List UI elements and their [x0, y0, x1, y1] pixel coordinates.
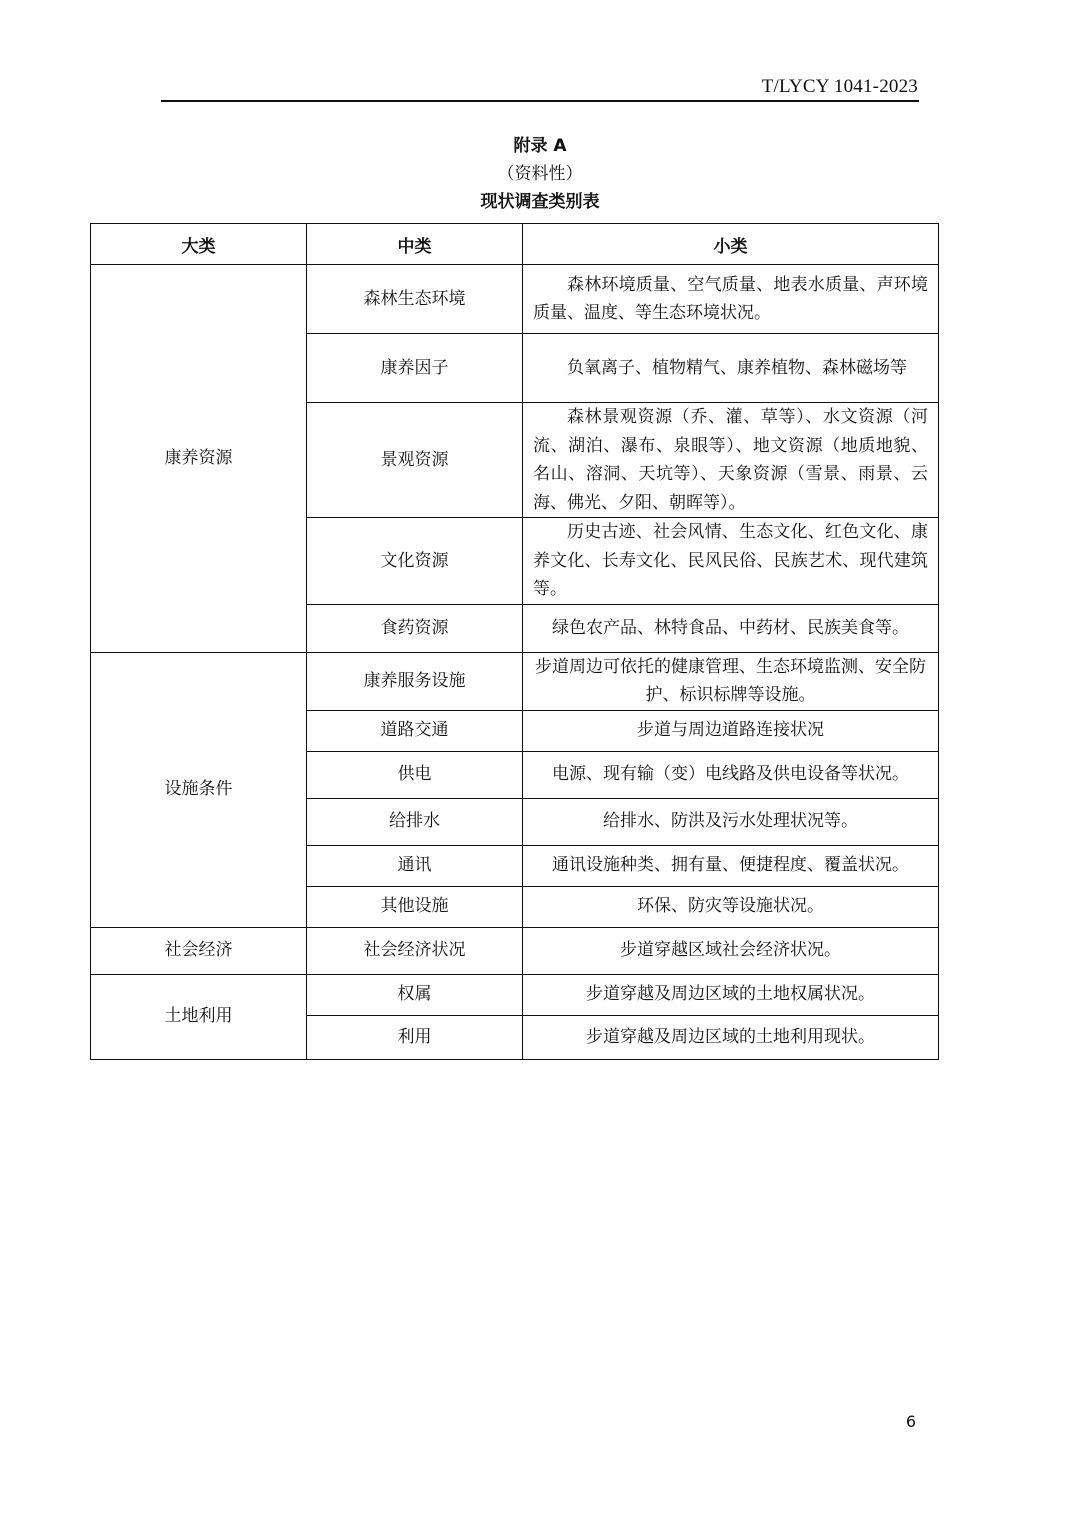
header-minor: 小类 — [523, 224, 939, 265]
minor-category: 通讯设施种类、拥有量、便捷程度、覆盖状况。 — [523, 845, 939, 886]
minor-category: 负氧离子、植物精气、康养植物、森林磁场等 — [523, 334, 939, 403]
minor-category: 步道与周边道路连接状况 — [523, 710, 939, 751]
major-category: 社会经济 — [91, 927, 307, 974]
mid-category: 食药资源 — [307, 604, 523, 652]
header-divider — [161, 100, 919, 102]
minor-category: 绿色农产品、林特食品、中药材、民族美食等。 — [523, 604, 939, 652]
mid-category: 利用 — [307, 1015, 523, 1059]
table-title: 现状调查类别表 — [480, 192, 600, 212]
mid-category: 森林生态环境 — [307, 265, 523, 334]
survey-category-table — [90, 223, 939, 1060]
mid-category: 文化资源 — [307, 518, 523, 605]
title-block — [0, 132, 1080, 216]
table-row — [91, 974, 939, 1015]
table-row — [91, 652, 939, 710]
mid-category: 给排水 — [307, 798, 523, 845]
minor-category: 给排水、防洪及污水处理状况等。 — [523, 798, 939, 845]
mid-category: 社会经济状况 — [307, 927, 523, 974]
major-category: 设施条件 — [91, 652, 307, 927]
mid-category: 其他设施 — [307, 886, 523, 927]
header-mid: 中类 — [307, 224, 523, 265]
appendix-nature: （资料性） — [497, 164, 583, 184]
mid-category: 康养服务设施 — [307, 652, 523, 710]
mid-category: 通讯 — [307, 845, 523, 886]
mid-category: 权属 — [307, 974, 523, 1015]
mid-category: 供电 — [307, 751, 523, 798]
minor-category: 环保、防灾等设施状况。 — [523, 886, 939, 927]
minor-category: 森林景观资源（乔、灌、草等）、水文资源（河流、湖泊、瀑布、泉眼等）、地文资源（地质地貌、名山、溶洞、天坑等）、天象资源（雪景、雨景、云海、佛光、夕阳、朝晖等）。 — [523, 403, 939, 518]
minor-category: 电源、现有输（变）电线路及供电设备等状况。 — [523, 751, 939, 798]
header-major: 大类 — [91, 224, 307, 265]
minor-category: 步道穿越区域社会经济状况。 — [523, 927, 939, 974]
appendix-title: 附录 A — [513, 136, 567, 156]
minor-category: 历史古迹、社会风情、生态文化、红色文化、康养文化、长寿文化、民风民俗、民族艺术、现代建筑等。 — [523, 518, 939, 605]
mid-category: 景观资源 — [307, 403, 523, 518]
minor-category: 步道穿越及周边区域的土地权属状况。 — [523, 974, 939, 1015]
minor-category: 步道周边可依托的健康管理、生态环境监测、安全防护、标识标牌等设施。 — [523, 652, 939, 710]
mid-category: 康养因子 — [307, 334, 523, 403]
table-row — [91, 927, 939, 974]
major-category: 土地利用 — [91, 974, 307, 1059]
page-number: 6 — [905, 1412, 916, 1431]
major-category: 康养资源 — [91, 265, 307, 653]
document-code: T/LYCY 1041-2023 — [761, 76, 918, 97]
mid-category: 道路交通 — [307, 710, 523, 751]
minor-category: 森林环境质量、空气质量、地表水质量、声环境质量、温度、等生态环境状况。 — [523, 265, 939, 334]
table-row — [91, 265, 939, 334]
minor-category: 步道穿越及周边区域的土地利用现状。 — [523, 1015, 939, 1059]
table-header-row — [91, 224, 939, 265]
